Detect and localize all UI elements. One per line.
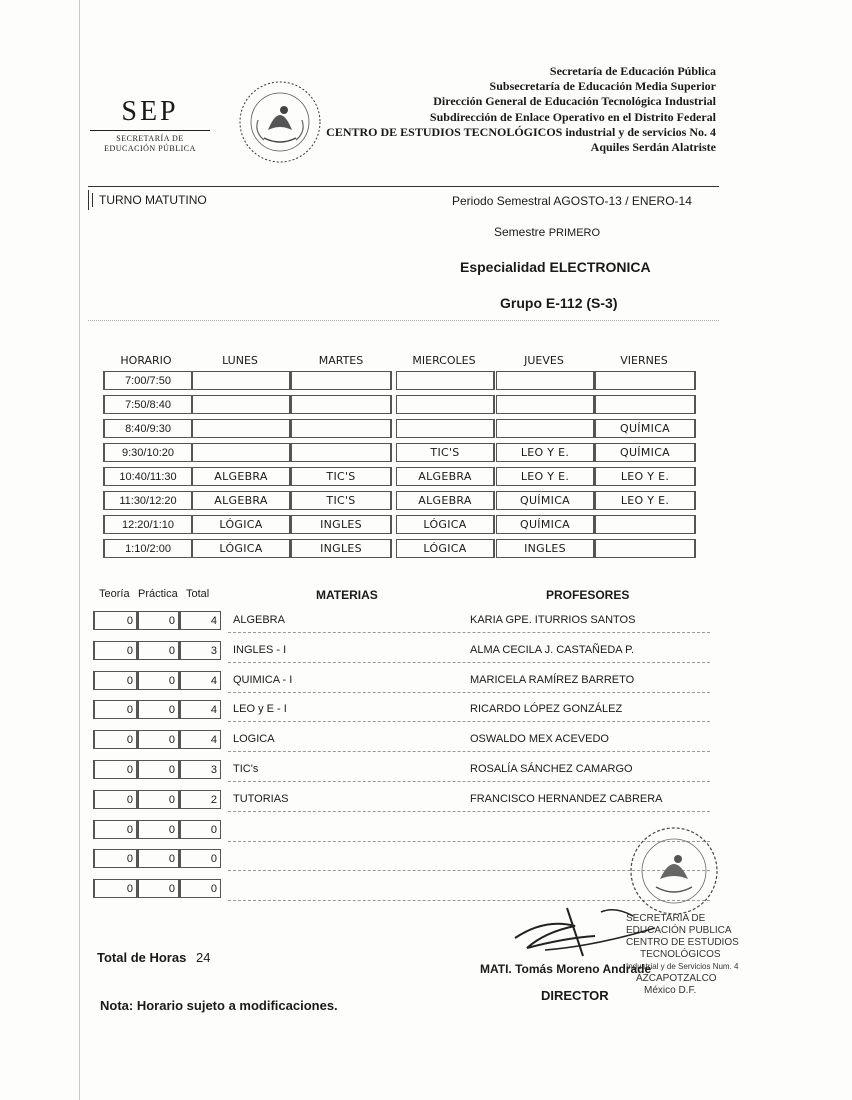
profesor-name: KARIA GPE. ITURRIOS SANTOS [470,614,636,626]
schedule-cell-jueves [496,419,595,438]
stamp-line-2: EDUCACIÓN PUBLICA [626,925,732,936]
header-line-1: Secretaría de Educación Pública [549,64,716,78]
materia-total-value: 0 [179,820,221,839]
profesor-name: ROSALÍA SÁNCHEZ CAMARGO [470,763,633,775]
schedule-cell-miercoles [396,419,495,438]
schedule-cell-lunes [192,395,291,414]
materia-teoria-value: 0 [93,790,137,809]
semestre [494,225,600,239]
materia-total-value: 3 [179,641,221,660]
director-signature [505,898,685,968]
col-teoria: Teoría [99,588,130,600]
materia-total-value: 4 [179,671,221,690]
grupo-value: E-112 (S-3) [545,295,618,311]
materia-name: INGLES - I [233,644,287,656]
schedule-cell-viernes: QUÍMICA [595,443,696,462]
schedule-header-viernes: VIERNES [620,354,668,367]
total-horas-value: 24 [195,950,211,965]
header-line-3: Dirección General de Educación Tecnológica Industrial [433,94,716,109]
materia-practica-value: 0 [137,671,179,690]
national-seal-icon [238,80,322,164]
materia-practica-value: 0 [137,879,179,898]
materia-name: LOGICA [233,733,275,745]
director-title: DIRECTOR [541,988,609,1003]
schedule-cell-viernes [595,515,696,534]
schedule-cell-viernes [595,395,696,414]
turno-label: TURNO MATUTINO [92,193,207,207]
materia-practica-value: 0 [137,820,179,839]
materia-total-value: 3 [179,760,221,779]
materia-practica-value: 0 [137,849,179,868]
materia-teoria-value: 0 [93,611,137,630]
materia-teoria-value: 0 [93,700,137,719]
col-practica: Práctica [138,588,178,600]
schedule-time-slot: 9:30/10:20 [103,443,192,462]
profesor-name: MARICELA RAMÍREZ BARRETO [470,674,635,686]
schedule-cell-jueves [496,371,595,390]
total-horas [97,950,210,965]
schedule-header-lunes: LUNES [222,354,258,367]
col-total: Total [186,588,210,600]
materia-name: ALGEBRA [233,614,285,626]
schedule-cell-viernes: LEO Y E. [595,491,696,510]
materia-total-value: 0 [179,849,221,868]
schedule-header-miercoles: MIERCOLES [412,354,476,367]
materia-teoria-value: 0 [93,849,137,868]
schedule-cell-martes: TIC'S [291,491,392,510]
grupo-label: Grupo [500,295,542,311]
especialidad [460,259,651,275]
schedule-cell-jueves: LEO Y E. [496,467,595,486]
materia-row-rule [228,692,710,693]
materia-total-value: 0 [179,879,221,898]
materia-practica-value: 0 [137,730,179,749]
materia-total-value: 2 [179,790,221,809]
stamp-line-5: Industrial y de Servicios Num. 4 [626,962,739,971]
stamp-line-1: SECRETARIA DE [626,913,706,924]
profesor-name: ALMA CECILA J. CASTAÑEDA P. [470,644,635,656]
materia-row-rule [228,632,710,633]
schedule-cell-martes: INGLES [291,515,392,534]
schedule-cell-miercoles [396,395,495,414]
sep-logo-rule [90,130,210,131]
total-horas-label: Total de Horas [97,950,187,965]
materia-row-rule [228,811,710,812]
schedule-cell-lunes: LÓGICA [192,539,291,558]
header-institution-lines [326,64,716,155]
periodo-semestral [452,194,692,208]
schedule-cell-lunes: ALGEBRA [192,491,291,510]
nota: Nota: Horario sujeto a modificaciones. [100,998,338,1013]
materia-teoria-value: 0 [93,820,137,839]
materia-total-value: 4 [179,700,221,719]
section-divider [88,320,719,321]
schedule-cell-jueves: LEO Y E. [496,443,595,462]
schedule-cell-viernes: LEO Y E. [595,467,696,486]
materia-row-rule [228,721,710,722]
schedule-cell-jueves: QUÍMICA [496,491,595,510]
schedule-cell-miercoles: TIC'S [396,443,495,462]
schedule-cell-viernes [595,539,696,558]
schedule-cell-martes [291,371,392,390]
schedule-cell-lunes: LÓGICA [192,515,291,534]
header-line-4: Subdirección de Enlace Operativo en el Distrito Federal [429,109,716,124]
schedule-cell-miercoles: ALGEBRA [396,467,495,486]
grupo [500,295,617,311]
col-materias: MATERIAS [316,588,378,602]
materia-name: TUTORIAS [233,793,289,805]
sep-logo-sub-1: SECRETARÍA DE [116,134,184,143]
materia-teoria-value: 0 [93,641,137,660]
stamp-line-6: AZCAPOTZALCO [636,973,717,984]
schedule-cell-lunes [192,419,291,438]
schedule-time-slot: 1:10/2:00 [103,539,192,558]
materia-practica-value: 0 [137,700,179,719]
turno-tick [88,190,89,210]
materia-teoria-value: 0 [93,879,137,898]
materia-row-rule [228,781,710,782]
materia-row-rule [228,662,710,663]
director-name: MATI. Tomás Moreno Andrade [480,962,652,976]
especialidad-label: Especialidad [460,259,546,275]
materia-practica-value: 0 [137,760,179,779]
semestre-value: PRIMERO [548,227,601,239]
schedule-cell-lunes: ALGEBRA [192,467,291,486]
schedule-cell-miercoles: LÓGICA [396,539,495,558]
stamp-line-7: México D.F. [644,985,697,996]
materia-name: LEO y E - I [233,703,287,715]
header-divider [88,186,719,187]
col-profesores: PROFESORES [546,588,630,602]
schedule-cell-viernes [595,371,696,390]
schedule-cell-martes [291,443,392,462]
schedule-cell-martes [291,419,392,438]
materia-name: TIC's [233,763,259,775]
stamp-line-4: TECNOLÓGICOS [640,949,721,960]
schedule-time-slot: 12:20/1:10 [103,515,192,534]
materia-practica-value: 0 [137,790,179,809]
schedule-cell-jueves [496,395,595,414]
schedule-cell-jueves: QUÍMICA [496,515,595,534]
sep-logo-word: SEP [121,96,179,127]
schedule-time-slot: 7:50/8:40 [103,395,192,414]
schedule-time-slot: 8:40/9:30 [103,419,192,438]
schedule-cell-lunes [192,371,291,390]
materia-teoria-value: 0 [93,760,137,779]
schedule-cell-martes: INGLES [291,539,392,558]
schedule-header-martes: MARTES [318,354,364,367]
profesor-name: FRANCISCO HERNANDEZ CABRERA [470,793,663,805]
page-margin-line [79,0,80,1100]
semestre-label: Semestre [494,225,546,239]
schedule-time-slot: 7:00/7:50 [103,371,192,390]
schedule-cell-miercoles [396,371,495,390]
profesor-name: RICARDO LÓPEZ GONZÁLEZ [470,703,623,715]
sep-logo-sub-2: EDUCACIÓN PÚBLICA [104,144,196,153]
materia-name: QUIMICA - I [233,674,293,686]
periodo-value: AGOSTO-13 / ENERO-14 [553,194,692,208]
schedule-cell-miercoles: ALGEBRA [396,491,495,510]
materia-practica-value: 0 [137,611,179,630]
schedule-header-jueves: JUEVES [524,354,564,367]
header-line-6: Aquiles Serdán Alatriste [590,140,716,155]
schedule-cell-viernes: QUÍMICA [595,419,696,438]
materia-practica-value: 0 [137,641,179,660]
materia-teoria-value: 0 [93,671,137,690]
materia-row-rule [228,751,710,752]
schedule-cell-lunes [192,443,291,462]
schedule-cell-martes [291,395,392,414]
schedule-header-horario: HORARIO [120,354,172,367]
profesor-name: OSWALDO MEX ACEVEDO [470,733,609,745]
header-line-5: CENTRO DE ESTUDIOS TECNOLÓGICOS industrial y de servicios No. 4 [326,124,716,139]
materia-total-value: 4 [179,611,221,630]
materia-total-value: 4 [179,730,221,749]
schedule-time-slot: 11:30/12:20 [103,491,192,510]
especialidad-value: ELECTRONICA [549,259,651,275]
stamp-line-3: CENTRO DE ESTUDIOS [626,937,739,948]
schedule-cell-jueves: INGLES [496,539,595,558]
periodo-label: Periodo Semestral [452,194,551,208]
header-line-2: Subsecretaría de Educación Media Superior [489,79,716,94]
schedule-cell-martes: TIC'S [291,467,392,486]
materia-teoria-value: 0 [93,730,137,749]
schedule-time-slot: 10:40/11:30 [103,467,192,486]
schedule-cell-miercoles: LÓGICA [396,515,495,534]
sep-logo [90,96,210,154]
